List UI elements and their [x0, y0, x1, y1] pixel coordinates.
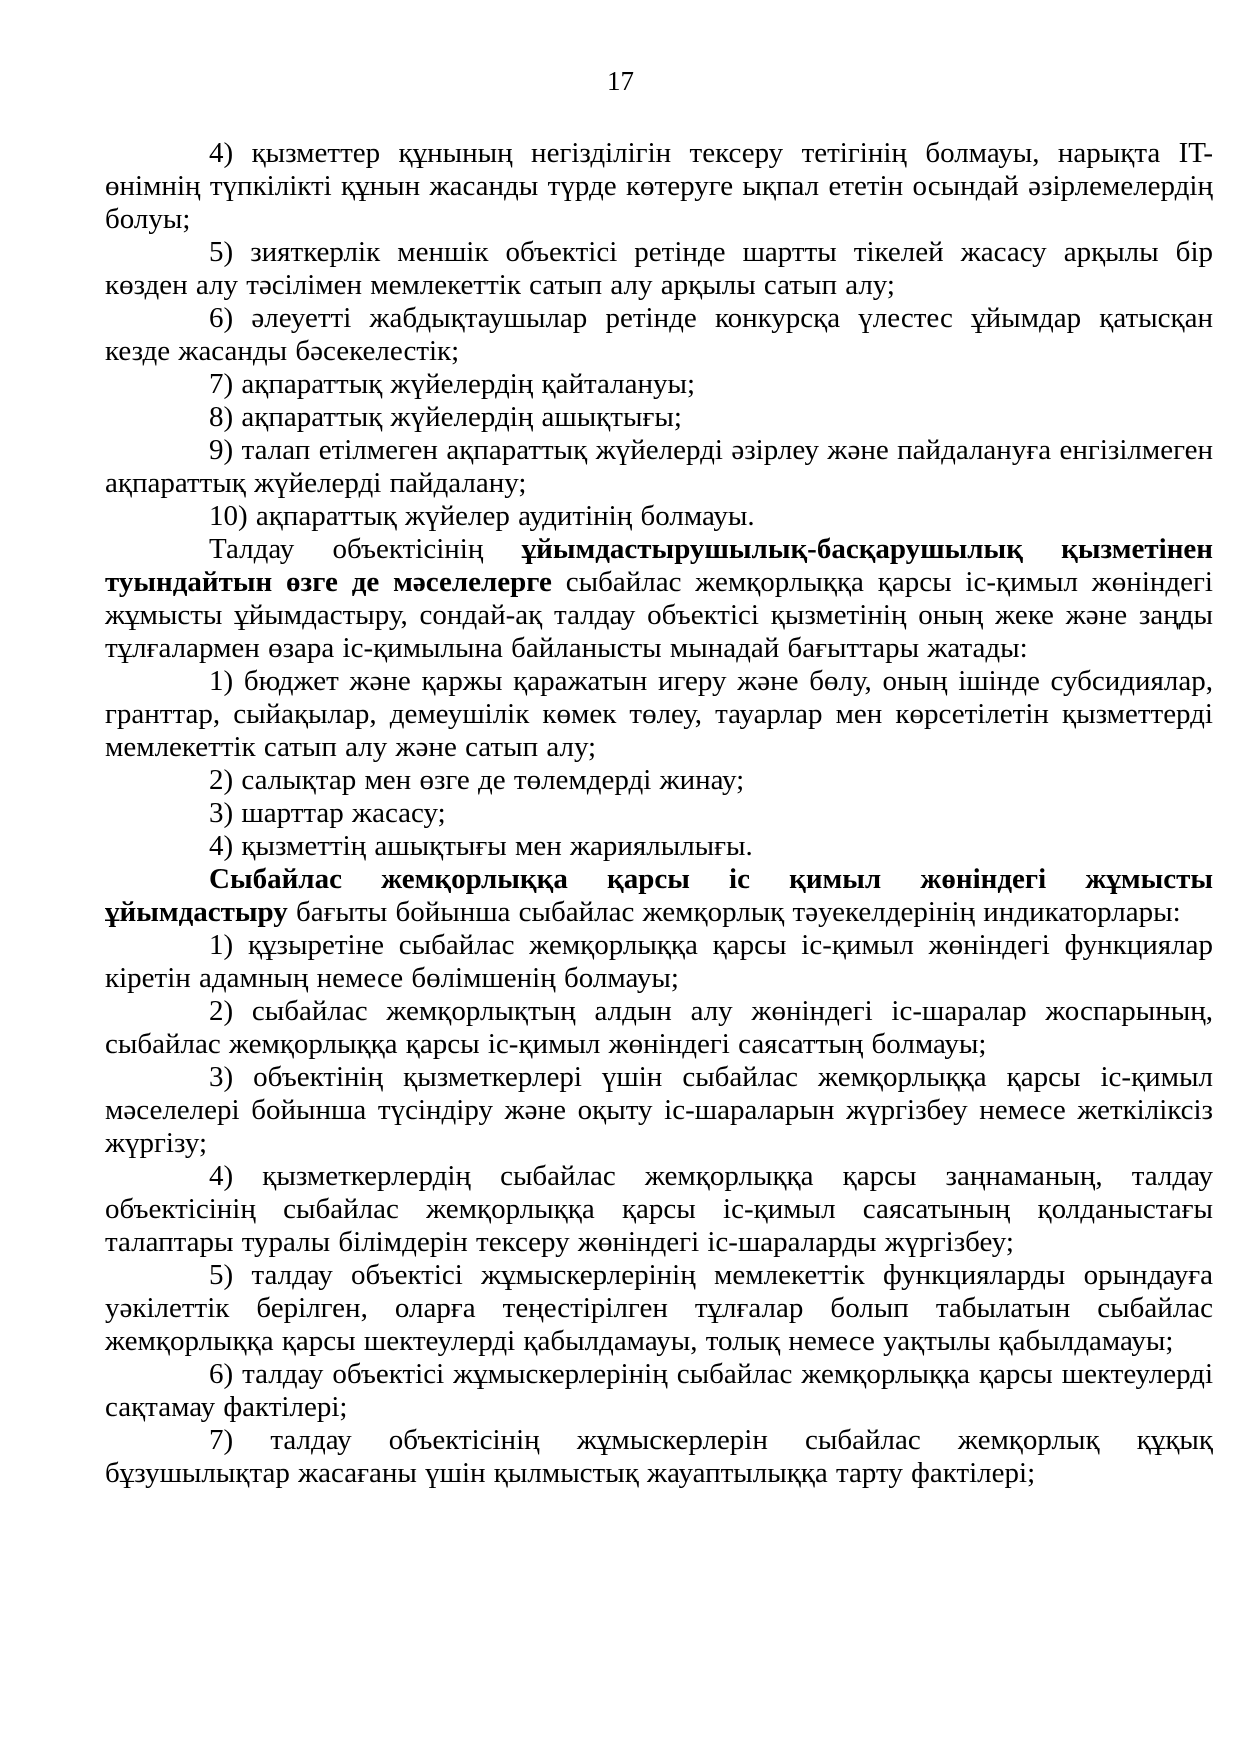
- text-run: 6) әлеуетті жабдықтаушылар ретінде конкурсқа үлестес ұйымдар қатысқан кезде жасанды бәсекелестік;: [105, 302, 1213, 367]
- text-run: 8) ақпараттық жүйелердің ашықтығы;: [209, 401, 682, 433]
- document-body: [105, 137, 1213, 1490]
- text-run: 2) салықтар мен өзге де төлемдерді жинау;: [209, 764, 745, 796]
- paragraph: [105, 500, 1213, 533]
- paragraph: [105, 302, 1213, 368]
- paragraph: [105, 533, 1213, 665]
- bold-run: Сыбайлас жемқорлыққа қарсы іс қимыл жөніндегі жұмысты ұйымдастыру: [105, 863, 1213, 928]
- text-run: сыбайлас жемқорлыққа қарсы іс-қимыл жөніндегі жұмысты ұйымдастыру, сондай-ақ талдау объектісі қызметінің оның жеке және заңды тұлғалармен өзара іс-қимылына байланысты мынадай бағыттары жатады:: [105, 566, 1213, 664]
- paragraph: [105, 764, 1213, 797]
- text-run: 2) сыбайлас жемқорлықтың алдын алу жөніндегі іс-шаралар жоспарының, сыбайлас жемқорлыққа қарсы іс-қимыл жөніндегі саясаттың болмауы;: [105, 995, 1213, 1060]
- text-run: Талдау объектісінің: [209, 533, 522, 565]
- paragraph: [105, 1358, 1213, 1424]
- text-run: 5) зияткерлік меншік объектісі ретінде шартты тікелей жасасу арқылы бір көзден алу тәсілімен мемлекеттік сатып алу арқылы сатып алу;: [105, 236, 1213, 301]
- paragraph: [105, 863, 1213, 929]
- text-run: 7) ақпараттық жүйелердің қайталануы;: [209, 368, 696, 400]
- text-run: 1) бюджет және қаржы қаражатын игеру және бөлу, оның ішінде субсидиялар, гранттар, сыйақылар, демеушілік көмек төлеу, тауарлар мен көрсетілетін қызметтерді мемлекеттік сатып алу және сатып алу;: [105, 665, 1213, 763]
- text-run: 1) құзыретіне сыбайлас жемқорлыққа қарсы іс-қимыл жөніндегі функциялар кіретін адамның немесе бөлімшенің болмауы;: [105, 929, 1213, 994]
- text-run: 4) қызметтер құнының негізділігін тексеру тетігінің болмауы, нарықта IT-өнімнің түпкілікті құнын жасанды түрде көтеруге ықпал ететін осындай әзірлемелердің болуы;: [105, 137, 1213, 235]
- paragraph: [105, 1160, 1213, 1259]
- paragraph: [105, 995, 1213, 1061]
- paragraph: [105, 1424, 1213, 1490]
- text-run: 6) талдау объектісі жұмыскерлерінің сыбайлас жемқорлыққа қарсы шектеулерді сақтамау фактілері;: [105, 1358, 1213, 1423]
- paragraph: [105, 929, 1213, 995]
- paragraph: [105, 137, 1213, 236]
- paragraph: [105, 1259, 1213, 1358]
- paragraph: [105, 665, 1213, 764]
- text-run: 10) ақпараттық жүйелер аудитінің болмауы.: [209, 500, 755, 532]
- paragraph: [105, 368, 1213, 401]
- text-run: 4) қызметтің ашықтығы мен жариялылығы.: [209, 830, 753, 862]
- paragraph: [105, 830, 1213, 863]
- text-run: 3) объектінің қызметкерлері үшін сыбайлас жемқорлыққа қарсы іс-қимыл мәселелері бойынша түсіндіру және оқыту іс-шараларын жүргізбеу немесе жеткіліксіз жүргізу;: [105, 1061, 1213, 1159]
- text-run: 3) шарттар жасасу;: [209, 797, 446, 829]
- paragraph: [105, 1061, 1213, 1160]
- paragraph: [105, 236, 1213, 302]
- text-run: 7) талдау объектісінің жұмыскерлерін сыбайлас жемқорлық құқық бұзушылықтар жасағаны үшін қылмыстық жауаптылыққа тарту фактілері;: [105, 1424, 1213, 1489]
- text-run: 5) талдау объектісі жұмыскерлерінің мемлекеттік функцияларды орындауға уәкілеттік берілген, оларға теңестірілген тұлғалар болып табылатын сыбайлас жемқорлыққа қарсы шектеулерді қабылдамауы, толық немесе уақтылы қабылдамауы;: [105, 1259, 1213, 1357]
- paragraph: [105, 434, 1213, 500]
- text-run: бағыты бойынша сыбайлас жемқорлық тәуекелдерінің индикаторлары:: [287, 896, 1181, 928]
- page-number: 17: [607, 66, 634, 96]
- text-run: 9) талап етілмеген ақпараттық жүйелерді әзірлеу және пайдалануға енгізілмеген ақпараттық жүйелерді пайдалану;: [105, 434, 1213, 499]
- paragraph: [105, 401, 1213, 434]
- bold-run: ұйымдастырушылық-басқарушылық қызметінен туындайтын өзге де мәселелерге: [105, 533, 1213, 598]
- text-run: 4) қызметкерлердің сыбайлас жемқорлыққа қарсы заңнаманың, талдау объектісінің сыбайлас жемқорлыққа қарсы іс-қимыл саясатының қолданыстағы талаптары туралы білімдерін тексеру жөніндегі іс-шараларды жүргізбеу;: [105, 1160, 1213, 1258]
- paragraph: [105, 797, 1213, 830]
